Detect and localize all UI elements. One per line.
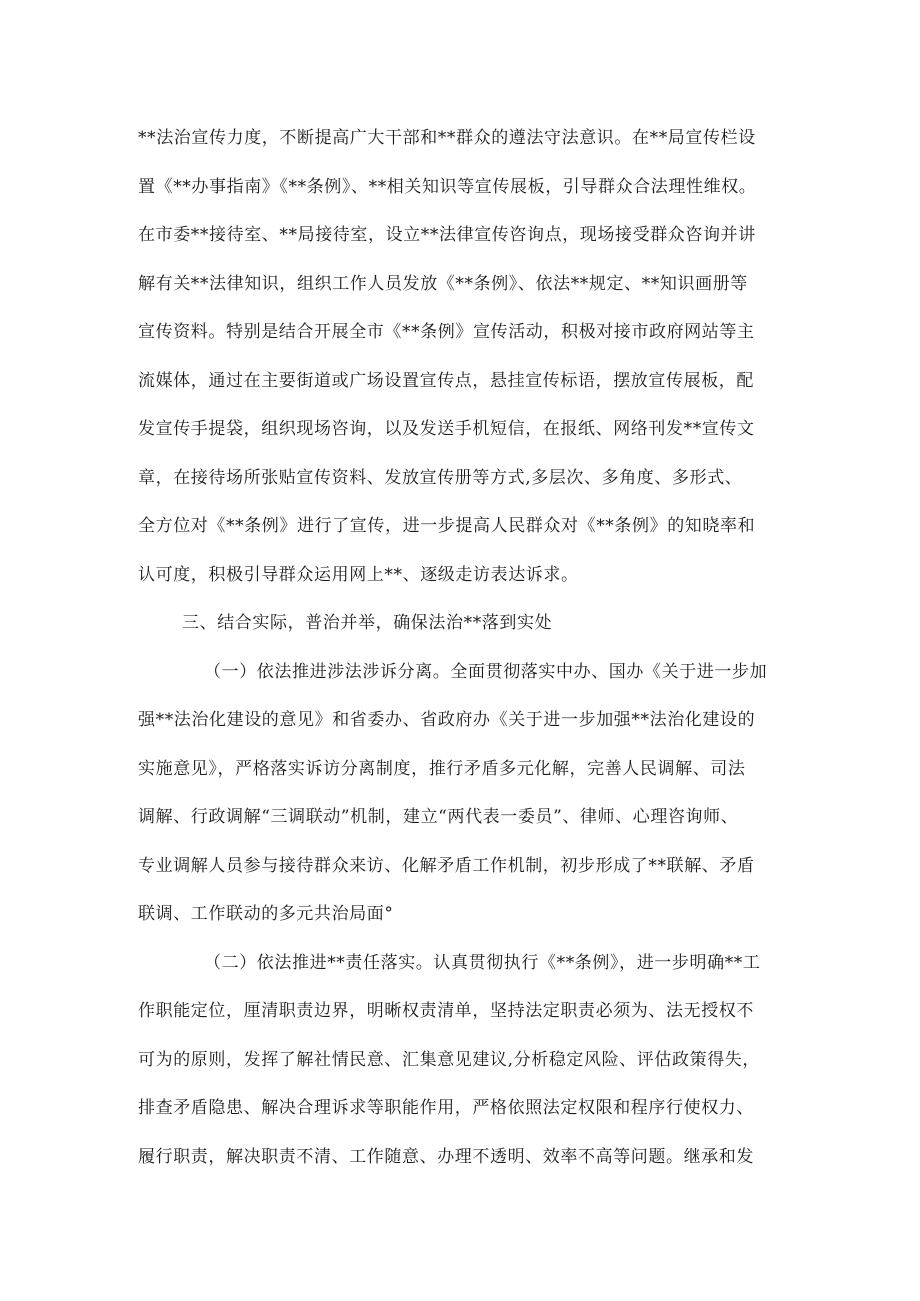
body-line: 履行职责，解决职责不清、工作随意、办理不透明、效率不高等问题。继承和发 [138, 1146, 754, 1167]
body-line: 全方位对《**条例》进行了宣传，进一步提高人民群众对《**条例》的知晓率和 [138, 516, 756, 536]
body-line: 作职能定位，厘清职责边界，明晰权责清单，坚持法定职责必须为、法无授权不 [138, 1001, 754, 1021]
document-body [138, 114, 798, 1181]
body-line: 联调、工作联动的多元共治局面° [138, 904, 394, 924]
body-line: 排查矛盾隐患、解决合理诉求等职能作用，严格依照法定权限和程序行使权力、 [138, 1098, 754, 1118]
body-line: 专业调解人员参与接待群众来访、化解矛盾工作机制，初步形成了**联解、矛盾 [138, 855, 755, 876]
body-line: 实施意见》，严格落实诉访分离制度，推行矛盾多元化解，完善人民调解、司法 [138, 758, 746, 779]
subsection-first-line: （二）依法推进**责任落实。认真贯彻执行《**条例》，进一步明确**工 [204, 952, 761, 973]
body-line: 在市委**接待室、**局接待室，设立**法律宣传咨询点，现场接受群众咨询并讲 [138, 225, 756, 245]
body-line: 置《**办事指南》《**条例》、**相关知识等宣传展板，引导群众合法理性维权。 [138, 176, 757, 197]
body-line: **法治宣传力度，不断提高广大干部和**群众的遵法守法意识。在**局宣传栏设 [138, 128, 756, 148]
body-line: 流媒体，通过在主要街道或广场设置宣传点，悬挂宣传标语，摆放宣传展板，配 [138, 370, 754, 391]
subsection-first-line: （一）依法推进涉法涉诉分离。全面贯彻落实中办、国办《关于进一步加 [204, 661, 768, 682]
body-line: 发宣传手提袋，组织现场咨询，以及发送手机短信，在报纸、网络刊发**宣传文 [138, 419, 755, 439]
body-line: 宣传资料。特别是结合开展全市《**条例》宣传活动，积极对接市政府网站等主 [138, 322, 755, 342]
body-line: 章，在接待场所张贴宣传资料、发放宣传册等方式,多层次、多角度、多形式、 [138, 467, 743, 488]
body-line: 认可度，积极引导群众运用网上**、逐级走访表达诉求。 [138, 564, 579, 585]
section-heading: 三、结合实际，普治并举，确保法治**落到实处 [182, 613, 553, 633]
body-line: 强**法治化建设的意见》和省委办、省政府办《关于进一步加强**法治化建设的 [138, 710, 756, 730]
body-line: 解有关**法律知识，组织工作人员发放《**条例》、依法**规定、**知识画册等 [138, 273, 748, 294]
body-line: 调解、行政调解“三调联动”机制，建立“两代表一委员”、律师、心理咨询师、 [138, 807, 739, 827]
body-line: 可为的原则，发挥了解社情民意、汇集意见建议,分析稳定风险、评估政策得失， [138, 1049, 761, 1070]
